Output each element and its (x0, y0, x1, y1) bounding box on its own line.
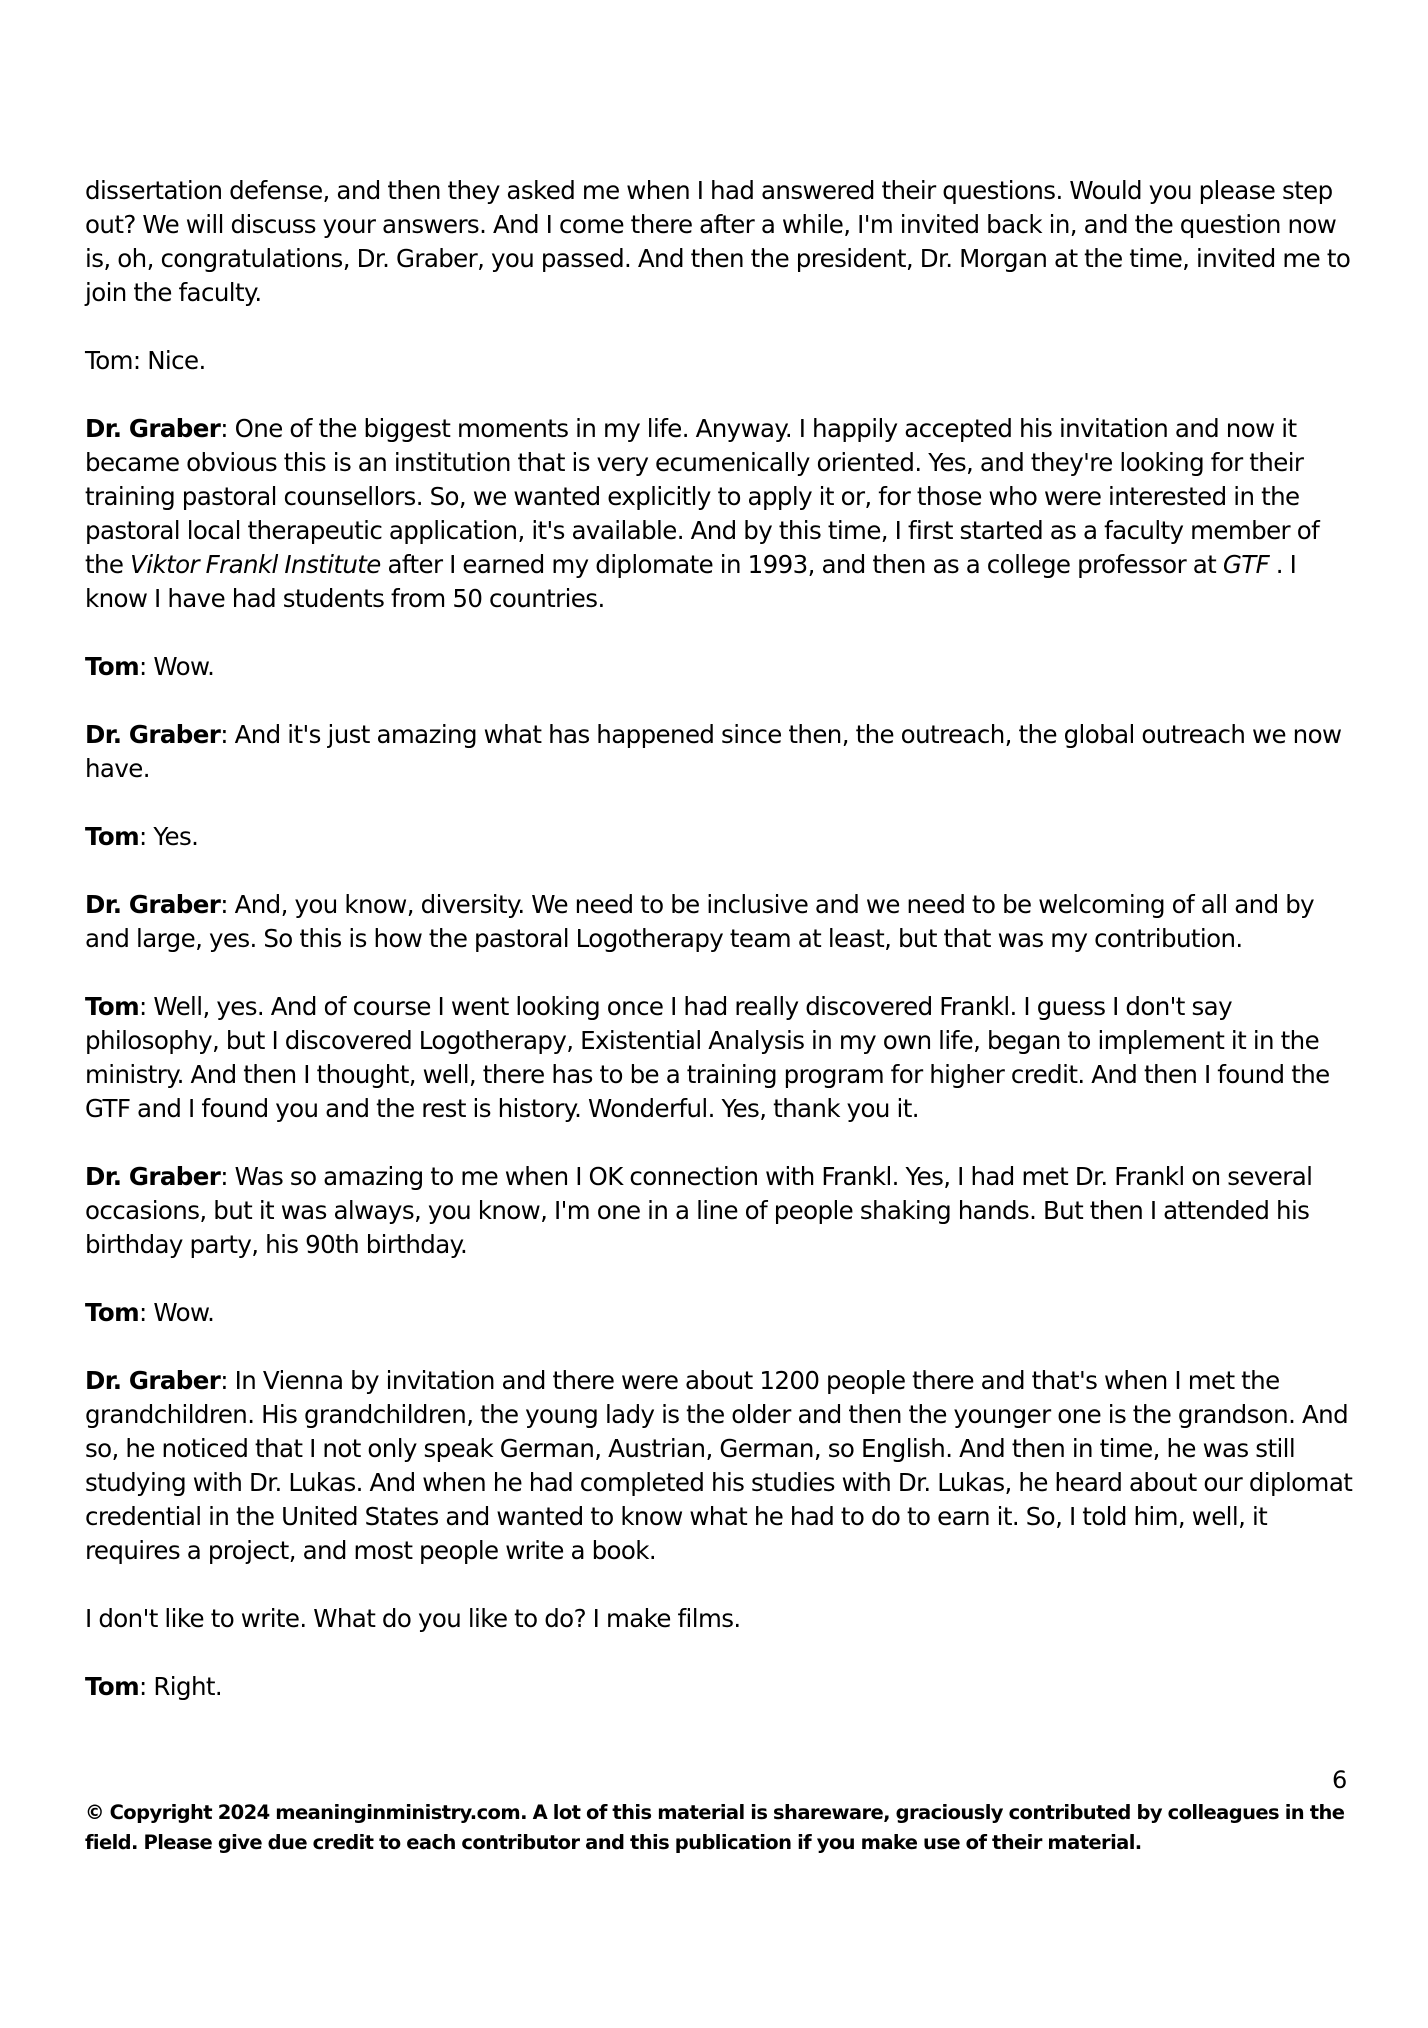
speaker-label: Dr. Graber (85, 1366, 221, 1395)
text-segment: : In Vienna by invitation and there were about 1200 people there and that's when I met the grandchildren. His grandchildren, the young lady is the older and then the younger one is the grandson. And so, he noticed that I not only speak German, Austrian, German, so English. And then in time, he was still studying with Dr. Lukas. And when he had completed his studies with Dr. Lukas, he heard about our diplomat credential in the United States and wanted to know what he had to do to earn it. So, I told him, well, it requires a project, and most people write a book. (85, 1366, 1353, 1565)
transcript-paragraph (85, 1296, 1353, 1330)
speaker-label: Tom (85, 822, 140, 851)
transcript-paragraph (85, 650, 1353, 684)
text-segment: : One of the biggest moments in my life. Anyway. I happily accepted his invitation and now it became obvious this is an institution that is very ecumenically oriented. Yes, and they're looking for their training pastoral counsellors. So, we wanted explicitly to apply it or, for those who were interested in the pastoral local therapeutic application, it's available. And by this time, I first started as a faculty member of the (85, 414, 1320, 579)
transcript-paragraph (85, 344, 1353, 378)
page-number: 6 (1332, 1766, 1348, 1794)
transcript-paragraph (85, 990, 1353, 1126)
text-segment: after I earned my diplomate in 1993, and then as a college professor at (380, 550, 1223, 579)
speaker-label: Dr. Graber (85, 890, 221, 919)
italic-text-segment: GTF (1222, 550, 1270, 579)
text-segment: : Right. (139, 1672, 223, 1701)
speaker-label: Tom (85, 652, 140, 681)
transcript-body (85, 174, 1353, 1738)
text-segment: : And, you know, diversity. We need to be inclusive and we need to be welcoming of all and by and large, yes. So this is how the pastoral Logotherapy team at least, but that was my contribution. (85, 890, 1315, 953)
speaker-label: Tom (85, 992, 140, 1021)
speaker-label: Tom (85, 1298, 140, 1327)
speaker-label: Dr. Graber (85, 720, 221, 749)
speaker-label: Dr. Graber (85, 1162, 221, 1191)
copyright-notice: © Copyright 2024 meaninginministry.com. A lot of this material is shareware, graciously contributed by colleagues in the field. Please give due credit to each contributor and this publication if you make use of their material. (85, 1801, 1345, 1854)
transcript-paragraph (85, 1602, 1353, 1636)
text-segment: : Was so amazing to me when I OK connection with Frankl. Yes, I had met Dr. Frankl on several occasions, but it was always, you know, I'm one in a line of people shaking hands. But then I attended his birthday party, his 90th birthday. (85, 1162, 1313, 1259)
text-segment: : Yes. (139, 822, 199, 851)
text-segment: : Wow. (139, 1298, 215, 1327)
text-segment: Tom: Nice. (85, 346, 206, 375)
transcript-paragraph (85, 1364, 1353, 1568)
text-segment: : And it's just amazing what has happened since then, the outreach, the global outreach we now have. (85, 720, 1342, 783)
transcript-paragraph (85, 718, 1353, 786)
transcript-paragraph (85, 888, 1353, 956)
transcript-paragraph (85, 174, 1353, 310)
speaker-label: Dr. Graber (85, 414, 221, 443)
text-segment: I don't like to write. What do you like to do? I make films. (85, 1604, 741, 1633)
transcript-paragraph (85, 1160, 1353, 1262)
text-segment: dissertation defense, and then they asked me when I had answered their questions. Would you please step out? We will discuss your answers. And I come there after a while, I'm invited back in, and the question now is, oh, congratulations, Dr. Graber, you passed. And then the president, Dr. Morgan at the time, invited me to join the faculty. (85, 176, 1351, 307)
text-segment: : Well, yes. And of course I went looking once I had really discovered Frankl. I guess I don't say philosophy, but I discovered Logotherapy, Existential Analysis in my own life, began to implement it in the ministry. And then I thought, well, there has to be a training program for higher credit. And then I found the GTF and I found you and the rest is history. Wonderful. Yes, thank you it. (85, 992, 1330, 1123)
text-segment: . I know I have had students from 50 countries. (85, 550, 1297, 613)
transcript-paragraph (85, 820, 1353, 854)
italic-text-segment: Viktor Frankl Institute (130, 550, 381, 579)
transcript-paragraph (85, 1670, 1353, 1704)
text-segment: : Wow. (139, 652, 215, 681)
speaker-label: Tom (85, 1672, 140, 1701)
transcript-paragraph (85, 412, 1353, 616)
